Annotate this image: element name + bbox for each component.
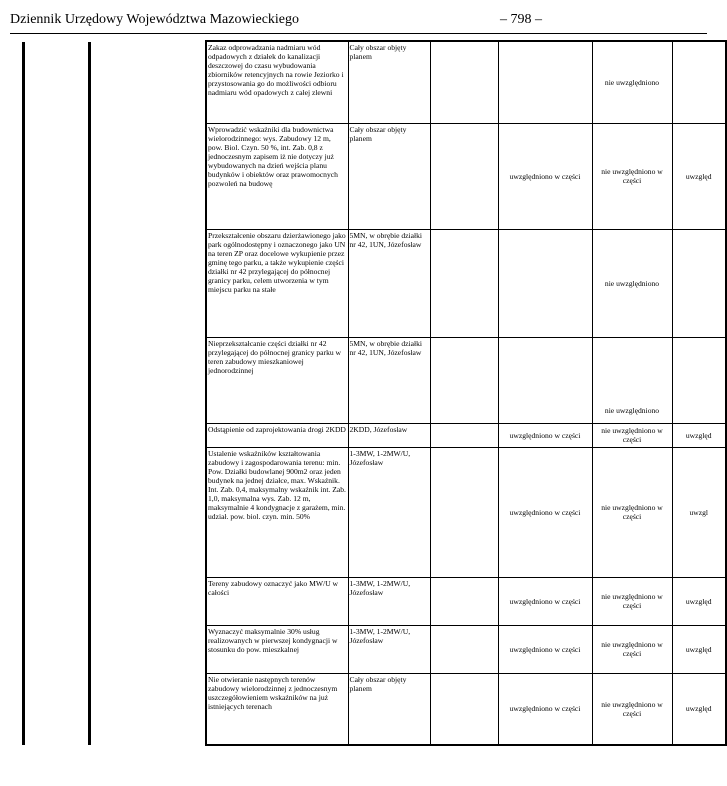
cell-decision-c: uwzględ [672, 423, 726, 447]
cell-empty [430, 41, 498, 123]
cell-empty [430, 447, 498, 577]
cell-area: 5MN, w obrębie działki nr 42, 1UN, Józefosław [348, 337, 430, 423]
cell-decision-c [672, 229, 726, 337]
second-column-rule [88, 42, 91, 745]
cell-decision-a: uwzględniono w części [498, 447, 592, 577]
cell-description: Odstąpienie od zaprojektowania drogi 2KDD [206, 423, 348, 447]
cell-description: Nieprzekształcanie części działki nr 42 przylegającej do północnej granicy parku w teren zabudowy mieszkaniowej jednorodzinnej [206, 337, 348, 423]
page-number: – 798 – [500, 12, 542, 27]
table-row [206, 673, 726, 745]
cell-area: 1-3MW, 1-2MW/U, Józefosław [348, 625, 430, 673]
cell-decision-a [498, 337, 592, 423]
cell-decision-a: uwzględniono w części [498, 123, 592, 229]
table-row [206, 625, 726, 673]
cell-area: 2KDD, Józefosław [348, 423, 430, 447]
cell-decision-b: nie uwzględniono w części [592, 447, 672, 577]
cell-description: Wprowadzić wskaźniki dla budownictwa wielorodzinnego: wys. Zabudowy 12 m, pow. Biol. Czyn. 50 %, int. Zab. 0,8 z jednoczesnym zapisem iż nie dotyczy już wybudowanych na dzień wejścia planu budynków i obiektów oraz prawomocnych pozwoleń na budowę [206, 123, 348, 229]
cell-decision-c [672, 41, 726, 123]
cell-decision-c: uwzględ [672, 625, 726, 673]
cell-empty [430, 423, 498, 447]
cell-decision-c: uwzględ [672, 577, 726, 625]
cell-description: Nie otwieranie następnych terenów zabudowy wielorodzinnej z jednoczesnym uszczegółowieniem wskaźników na już istniejących terenach [206, 673, 348, 745]
journal-title: Dziennik Urzędowy Województwa Mazowieckiego [10, 12, 300, 27]
cell-decision-c: uwzgl [672, 447, 726, 577]
header-rule [10, 33, 707, 34]
cell-decision-b: nie uwzględniono [592, 41, 672, 123]
cell-description: Przekształcenie obszaru dzierżawionego jako park ogólnodostępny i oznaczonego jako UN na teren ZP oraz docelowe wykupienie przez gminę tego parku, a także wykupienie części działki nr 42 przylegającej do północnej granicy parku, celem utworzenia w tym miejscu parku na stałe [206, 229, 348, 337]
cell-empty [430, 229, 498, 337]
cell-description: Wyznaczyć maksymalnie 30% usług realizowanych w pierwszej kondygnacji w stosunku do pow. mieszkalnej [206, 625, 348, 673]
cell-description: Zakaz odprowadzania nadmiaru wód odpadowych z działek do kanalizacji deszczowej do czasu wybudowania zbiorników retencyjnych na rowie Jeziorko i przystosowania go do możliwości odbioru nadmiaru wód opadowych z całej zlewni [206, 41, 348, 123]
cell-empty [430, 625, 498, 673]
left-column-rule [22, 42, 25, 745]
cell-decision-b: nie uwzględniono w części [592, 673, 672, 745]
cell-decision-b: nie uwzględniono [592, 337, 672, 423]
cell-area: Cały obszar objęty planem [348, 41, 430, 123]
cell-decision-b: nie uwzględniono w części [592, 577, 672, 625]
cell-empty [430, 673, 498, 745]
cell-empty [430, 123, 498, 229]
cell-decision-a: uwzględniono w części [498, 577, 592, 625]
cell-area: Cały obszar objęty planem [348, 123, 430, 229]
cell-decision-a: uwzględniono w części [498, 625, 592, 673]
cell-decision-c: uwzględ [672, 123, 726, 229]
table-row [206, 423, 726, 447]
table-row [206, 447, 726, 577]
cell-decision-c [672, 337, 726, 423]
cell-decision-b: nie uwzględniono [592, 229, 672, 337]
cell-area: 1-3MW, 1-2MW/U, Józefosław [348, 577, 430, 625]
cell-decision-b: nie uwzględniono w części [592, 423, 672, 447]
cell-area: 5MN, w obrębie działki nr 42, 1UN, Józefosław [348, 229, 430, 337]
table-row [206, 577, 726, 625]
cell-decision-b: nie uwzględniono w części [592, 625, 672, 673]
table-row [206, 337, 726, 423]
cell-decision-c: uwzględ [672, 673, 726, 745]
table-row [206, 123, 726, 229]
cell-description: Tereny zabudowy oznaczyć jako MW/U w całości [206, 577, 348, 625]
cell-empty [430, 337, 498, 423]
remarks-table [205, 40, 727, 746]
cell-description: Ustalenie wskaźników kształtowania zabudowy i zagospodarowania terenu: min. Pow. Działki budowlanej 900m2 oraz jeden budynek na jednej działce, max. Wskaźnik. Int. Zab. 0,4, maksymalny wskaźnik int. Zab. 1,0, maksymalna wys. Zab. 12 m, maksymalnie 4 kondygnacje z garażem, min. udział. pow. biol. czyn. min. 50% [206, 447, 348, 577]
cell-decision-b: nie uwzględniono w części [592, 123, 672, 229]
cell-area: Cały obszar objęty planem [348, 673, 430, 745]
cell-decision-a: uwzględniono w części [498, 673, 592, 745]
cell-decision-a: uwzględniono w części [498, 423, 592, 447]
cell-decision-a [498, 229, 592, 337]
table-row [206, 41, 726, 123]
cell-empty [430, 577, 498, 625]
table-row [206, 229, 726, 337]
cell-decision-a [498, 41, 592, 123]
cell-area: 1-3MW, 1-2MW/U, Józefosław [348, 447, 430, 577]
